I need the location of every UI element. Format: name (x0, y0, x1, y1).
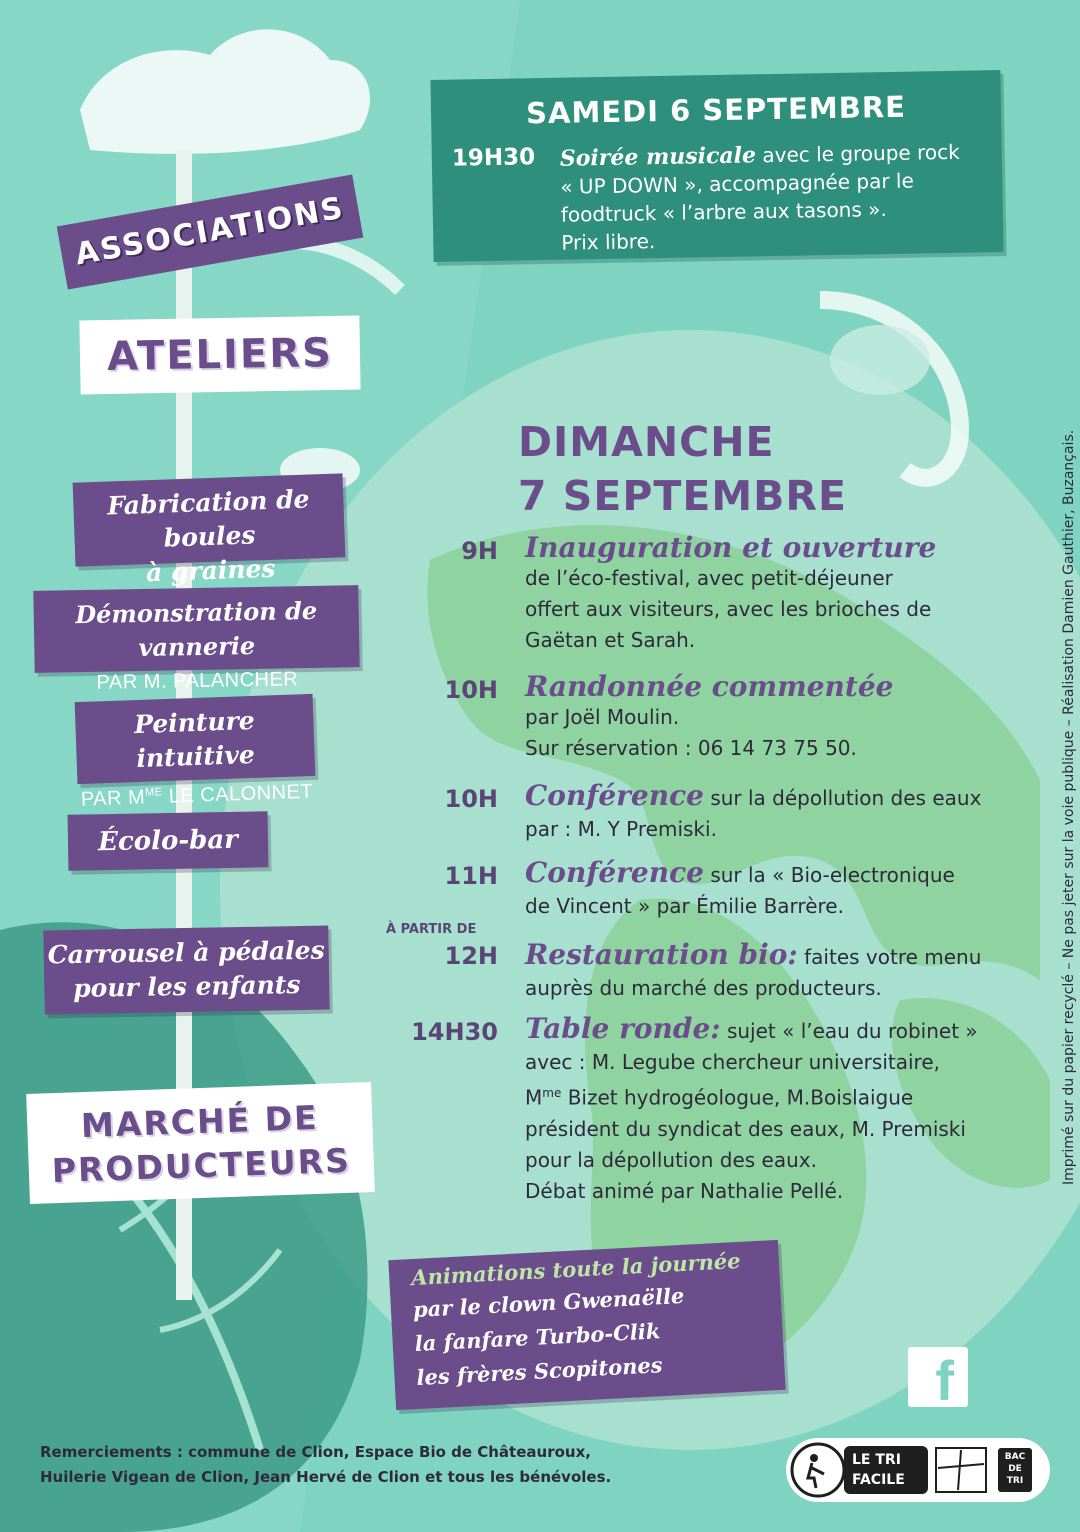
event-title: Conférence (525, 779, 704, 812)
saturday-description: Soirée musicale avec le groupe rock « UP DOWN », accompagnée par le foodtruck « l’arbre aux tasons ». Prix libre. (559, 139, 960, 255)
marche-line1: MARCHÉ DE (80, 1097, 320, 1146)
sign-ecolo-bar (68, 811, 269, 870)
saturday-time: 19H30 (451, 144, 536, 172)
facebook-icon[interactable]: f (908, 1347, 968, 1407)
animations-fanfare: la fanfare Turbo-Clik (414, 1318, 661, 1357)
event-title: Inauguration et ouverture (525, 531, 937, 564)
marche-sign (26, 1082, 375, 1204)
event-time: 9H (461, 537, 498, 565)
event-title: Table ronde: (525, 1012, 721, 1045)
marche-line2: PRODUCTEURS (51, 1140, 352, 1191)
saturday-event-name: Soirée musicale (559, 142, 757, 172)
event-title: Randonnée commentée (525, 670, 894, 703)
sign-fabrication (73, 473, 346, 588)
event-conference-bio: Conférence sur la « Bio-electronique de Vincent » par Émilie Barrère. (525, 856, 955, 918)
event-title: Conférence (525, 856, 704, 889)
saturday-title: SAMEDI 6 SEPTEMBRE (525, 89, 907, 131)
event-table-ronde: Table ronde: sujet « l’eau du robinet » avec : M. Legube chercheur universitaire, $M^{me}$ Bizet hydrogéologue, M.Boislaigue président du syndicat des eaux, M. Premiski pour la dépollution des eaux. Débat animé par Nathalie Pellé. (525, 1012, 978, 1203)
sign-vannerie (33, 585, 359, 694)
sign-peinture-by: PAR $M^{ME}$ LE CALONNET (80, 780, 314, 811)
ateliers-label: ATELIERS (106, 330, 334, 380)
event-time: 10H (444, 676, 498, 704)
sunday-title: DIMANCHE 7 SEPTEMBRE (518, 418, 847, 520)
animations-title: Animations toute la journée (410, 1247, 742, 1291)
event-conference-eaux: Conférence sur la dépollution des eaux par : M. Y Premiski. (525, 779, 982, 841)
associations-label: ASSOCIATIONS (72, 190, 348, 273)
event-time: 12H (444, 942, 498, 970)
saturday-box (430, 70, 1003, 262)
sign-carrousel-line2: pour les enfants (72, 970, 301, 1003)
animations-scopitones: les frères Scopitones (415, 1352, 664, 1390)
event-restauration: Restauration bio: faites votre menu auprès du marché des producteurs. (525, 938, 982, 1000)
sign-peinture-title: Peinture intuitive (133, 705, 256, 774)
event-time: 14H30 (411, 1018, 498, 1046)
sign-peinture (75, 694, 316, 811)
tri-facile-text: LE TRI FACILE (852, 1452, 905, 1488)
event-time-prefix: À PARTIR DE (386, 922, 477, 937)
sign-fabrication-line1: Fabrication de boules (106, 484, 310, 553)
event-randonnee: Randonnée commentée par Joël Moulin. Sur réservation : 06 14 73 75 50. (525, 671, 1045, 764)
bac-de-tri-icon: BAC DE TRI (1004, 1452, 1026, 1486)
sign-vannerie-title: Démonstration de vannerie (75, 595, 318, 663)
event-time: 11H (444, 862, 498, 890)
sign-ecolo-bar-title: Écolo-bar (97, 824, 239, 858)
sign-carrousel (43, 926, 329, 1015)
animations-banner (388, 1240, 785, 1410)
event-inauguration: Inauguration et ouverture de l’éco-festival, avec petit-déjeuner offert aux visiteurs, avec les brioches de Gaëtan et Sarah. (525, 532, 1045, 656)
sign-vannerie-by: PAR M. PALANCHER (96, 668, 299, 694)
tri-facile-logo (786, 1438, 1050, 1502)
ateliers-sign (79, 316, 360, 395)
sign-fabrication-line2: à graines (145, 553, 276, 588)
event-title: Restauration bio: (525, 938, 798, 971)
vertical-credit: Imprimé sur du papier recyclé – Ne pas jeter sur la voie publique – Réalisation Damien Gauthier, Buzançais. (1061, 429, 1077, 1185)
sign-carrousel-line1: Carrousel à pédales (47, 935, 325, 970)
credits: Remerciements : commune de Clion, Espace Bio de Châteauroux, Huilerie Vigean de Clion, Jean Hervé de Clion et tous les bénévoles. (40, 1443, 612, 1486)
event-time: 10H (444, 785, 498, 813)
animations-clown: par le clown Gwenaëlle (412, 1282, 685, 1323)
